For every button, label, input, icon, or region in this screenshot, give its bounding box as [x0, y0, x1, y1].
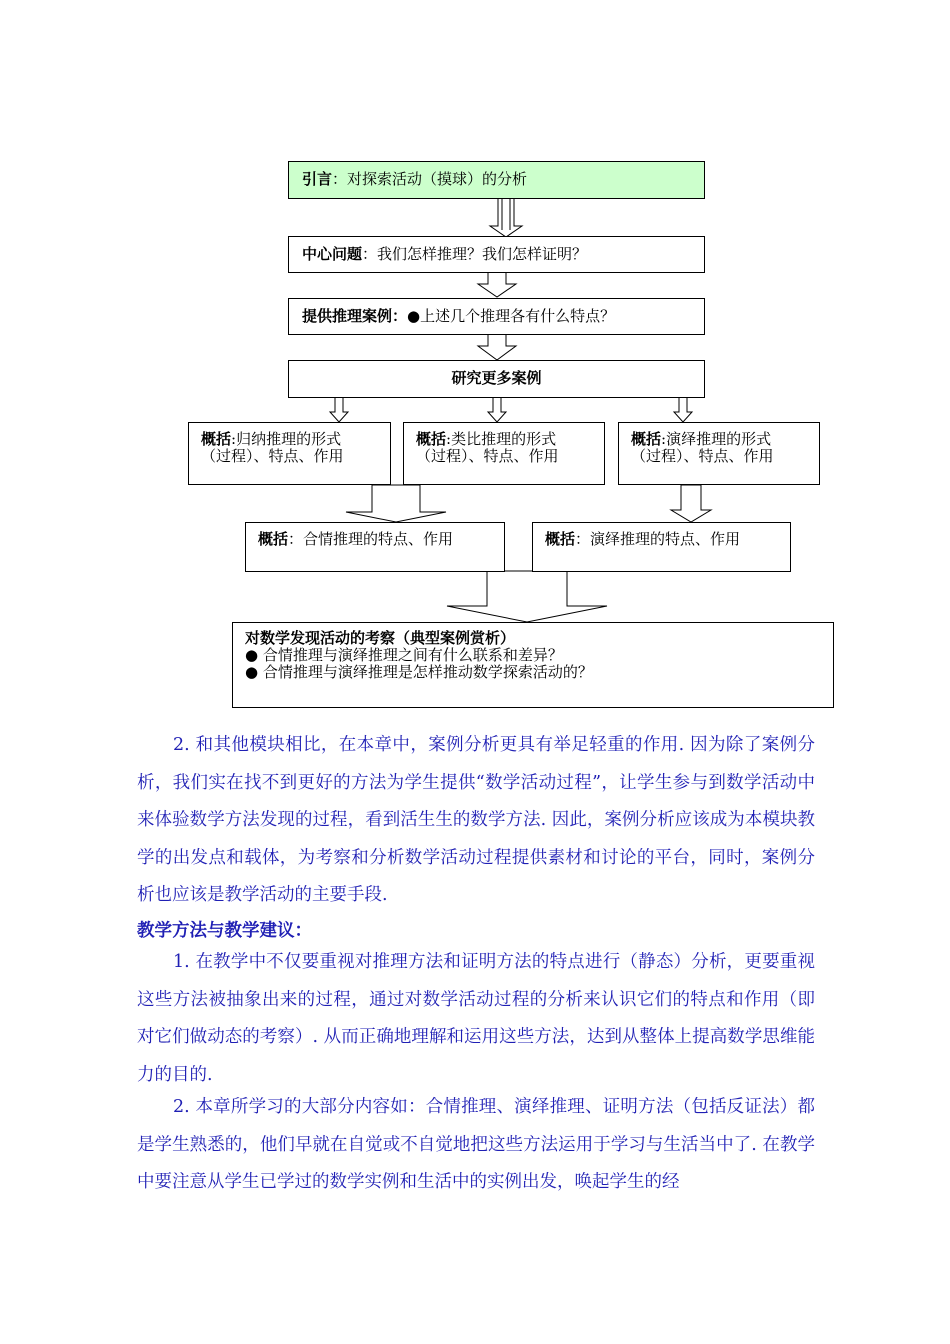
arrow-intro-to-central — [490, 198, 522, 237]
cases-sep: ： — [392, 307, 408, 325]
cases-label: 提供推理案例 — [302, 307, 393, 325]
analogy-label: 概括 — [416, 430, 447, 448]
central-question-box — [288, 236, 705, 273]
analogy-box — [403, 422, 605, 485]
arrow-central-to-cases — [478, 272, 516, 297]
deductive-label: 概括 — [545, 530, 576, 548]
study-box — [232, 622, 834, 708]
arrow-deduction-to-deductive — [671, 485, 711, 522]
intro-label: 引言 — [302, 170, 333, 188]
cases-text: ●上述几个推理各有什么特点？ — [407, 307, 616, 325]
analogy-line1: 类比推理的形式 — [451, 430, 557, 448]
plausible-sep: ： — [288, 530, 304, 548]
arrow-to-analogy — [488, 397, 506, 422]
arrow-merge-plausible — [346, 485, 446, 522]
induction-line1: 归纳推理的形式 — [236, 430, 342, 448]
analogy-sep: : — [446, 430, 452, 448]
arrow-merge-study — [447, 571, 607, 622]
deductive-sep: ： — [575, 530, 591, 548]
induction-sep: : — [231, 430, 237, 448]
deduction-line1: 演绎推理的形式 — [666, 430, 772, 448]
deduction-sep: : — [661, 430, 667, 448]
deduction-box — [618, 422, 820, 485]
induction-label: 概括 — [201, 430, 232, 448]
arrow-to-induction — [330, 397, 348, 422]
more-cases-box — [288, 360, 705, 398]
section-heading: 教学方法与教学建议： — [137, 921, 312, 941]
induction-line2: （过程）、特点、作用 — [201, 447, 344, 465]
central-sep: ： — [362, 245, 378, 263]
analogy-line2: （过程）、特点、作用 — [416, 447, 559, 465]
paragraph-case-analysis: 2. 和其他模块相比，在本章中，案例分析更具有举足轻重的作用. 因为除了案例分析，我们实在找不到更好的方法为学生提供“数学活动过程”，让学生参与到数学活动中来体验数学方法发现的过程，看到活生生的数学方法. 因此，案例分析应该成为本模块教学的出发点和载体，为考察和分析数学活动过程提供素材和讨论的平台，同时，案例分析也应该是教学活动的主要手段. — [137, 735, 815, 905]
intro-text: 对探索活动（摸球）的分析 — [347, 170, 528, 188]
reasoning-cases-box — [288, 298, 705, 335]
plausible-box — [245, 522, 505, 572]
deductive-text: 演绎推理的特点、作用 — [590, 530, 741, 548]
paragraph-suggestion-2: 2. 本章所学习的大部分内容如：合情推理、演绎推理、证明方法（包括反证法）都是学生熟悉的，他们早就在自觉或不自觉地把这些方法运用于学习与生活当中了. 在教学中要注意从学生已学过的数学实例和生活中的实例出发，唤起学生的经 — [137, 1097, 815, 1192]
more-cases-label: 研究更多案例 — [451, 369, 542, 387]
plausible-label: 概括 — [258, 530, 289, 548]
arrow-to-deduction — [674, 397, 692, 422]
intro-box — [288, 161, 705, 199]
arrow-cases-to-more — [478, 334, 516, 360]
study-question-2: ● 合情推理与演绎推理是怎样推动数学探索活动的？ — [245, 663, 593, 681]
induction-box — [188, 422, 391, 485]
paragraph-suggestion-1: 1. 在教学中不仅要重视对推理方法和证明方法的特点进行（静态）分析，更要重视这些方法被抽象出来的过程，通过对数学活动过程的分析来认识它们的特点和作用（即对它们做动态的考察）. 从而正确地理解和运用这些方法，达到从整体上提高数学思维能力的目的. — [137, 952, 815, 1085]
deduction-line2: （过程）、特点、作用 — [631, 447, 774, 465]
deduction-label: 概括 — [631, 430, 662, 448]
central-label: 中心问题 — [302, 245, 363, 263]
central-text: 我们怎样推理？我们怎样证明？ — [377, 245, 588, 263]
intro-sep: ： — [332, 170, 348, 188]
study-question-1: ● 合情推理与演绎推理之间有什么联系和差异？ — [245, 646, 563, 664]
plausible-text: 合情推理的特点、作用 — [303, 530, 454, 548]
deductive-box — [532, 522, 791, 572]
study-title: 对数学发现活动的考察（典型案例赏析） — [245, 629, 516, 647]
